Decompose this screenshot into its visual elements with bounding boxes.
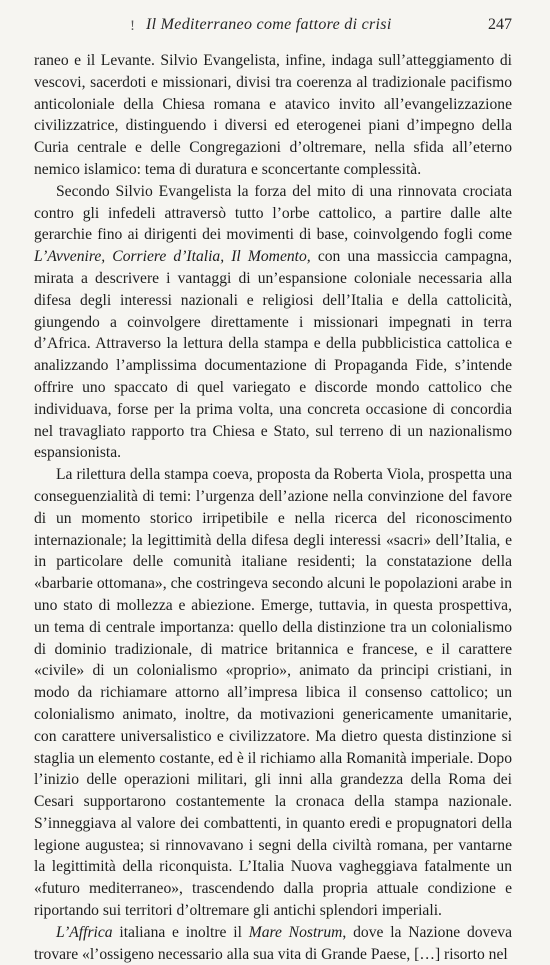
paragraph-4-text-1: italiana e inoltre il bbox=[112, 923, 249, 941]
margin-mark: ! bbox=[130, 18, 135, 34]
affrica-title: L’Affrica bbox=[56, 923, 113, 941]
paragraph-4-text-2: , dove la Nazione doveva trovare «l’ossigeno necessario alla sua vita di Grande Paese, […] risorto nel bbox=[34, 923, 512, 963]
paragraph-2-end: con una massiccia campagna, mirata a descrivere i vantaggi di un’espansione coloniale necessaria alla difesa degli interessi nazionali e religiosi dell’Italia e della cattolicità, giungendo a coinvolgere direttamente i missionari impegnati in terra d’Africa. Attraverso la lettura della stampa e della pubblicistica cattolica e analizzando l’amplissima documentazione di Propaganda Fide, s’intende offrire uno spaccato di quel variegato e discorde mondo cattolico che individuava, forse per la prima volta, una concreta occasione di concordia nel travagliato rapporto tra Chiesa e Stato, sul terreno di un nazionalismo espansionista. bbox=[34, 248, 512, 462]
newspaper-titles: L’Avvenire, Corriere d’Italia, Il Momento, bbox=[34, 248, 311, 266]
running-title: Il Mediterraneo come fattore di crisi bbox=[146, 16, 392, 33]
mare-nostrum-title: Mare Nostrum bbox=[248, 923, 343, 941]
body-text bbox=[34, 50, 512, 965]
paragraph-2 bbox=[34, 181, 512, 464]
paragraph-2-start: Secondo Silvio Evangelista la forza del mito di una rinnovata crociata contro gli infedeli attraversò tutto l’orbe cattolico, a partire dalle alte gerarchie fino ai dirigenti dei movimenti di base, coinvolgendo fogli come bbox=[34, 182, 512, 244]
paragraph-4 bbox=[34, 922, 512, 965]
paragraph-1: raneo e il Levante. Silvio Evangelista, infine, indaga sull’atteggiamento di vescovi, sacerdoti e missionari, divisi tra coerenza al tradizionale pacifismo anticoloniale della Chiesa romana e atavico invito all’evangelizzazione civilizzatrice, distinguendo i diversi ed eterogenei piani d’impegno della Curia centrale e delle Congregazioni d’oltremare, nella sfida all’eterno nemico islamico: tema di duratura e sconcertante complessità. bbox=[34, 52, 512, 178]
page-number: 247 bbox=[488, 16, 512, 33]
page-header bbox=[34, 14, 512, 38]
paragraph-3: La rilettura della stampa coeva, proposta da Roberta Viola, prospetta una conseguenzialità di temi: l’urgenza dell’azione nella convinzione del favore di un momento storico irripetibile e nella ricerca del riconoscimento internazionale; la legittimità della difesa degli interessi «sacri» dell’Italia, e in particolare delle comunità italiane residenti; la constatazione della «barbarie ottomana», che costringeva secondo alcuni le popolazioni arabe in uno stato di mollezza e abiezione. Emerge, tuttavia, in questa prospettiva, un tema di centrale importanza: quello della distinzione tra un colonialismo di dominio tradizionale, di matrice britannica e francese, e il carattere «civile» di un colonialismo «proprio», animato da principi cristiani, in modo da richiamare attorno all’impresa libica il consenso cattolico; un colonialismo animato, inoltre, da motivazioni genericamente umanitarie, con carattere universalistico e civilizzatore. Ma dietro questa distinzione si staglia un elemento costante, ed è il richiamo alla Romanità imperiale. Dopo l’inizio delle operazioni militari, gli inni alla grandezza della Roma dei Cesari supportarono costantemente la cronaca della stampa nazionale. S’inneggiava al valore dei combattenti, in quanto eredi e propugnatori della legione augustea; si rinnovavano i segni della civiltà romana, per vantarne la legittimità della riconquista. L’Italia Nuova vagheggiava fatalmente un «futuro mediterraneo», trascendendo dalla propria attuale condizione e riportando sui territori d’oltremare gli antichi splendori imperiali. bbox=[34, 466, 512, 920]
